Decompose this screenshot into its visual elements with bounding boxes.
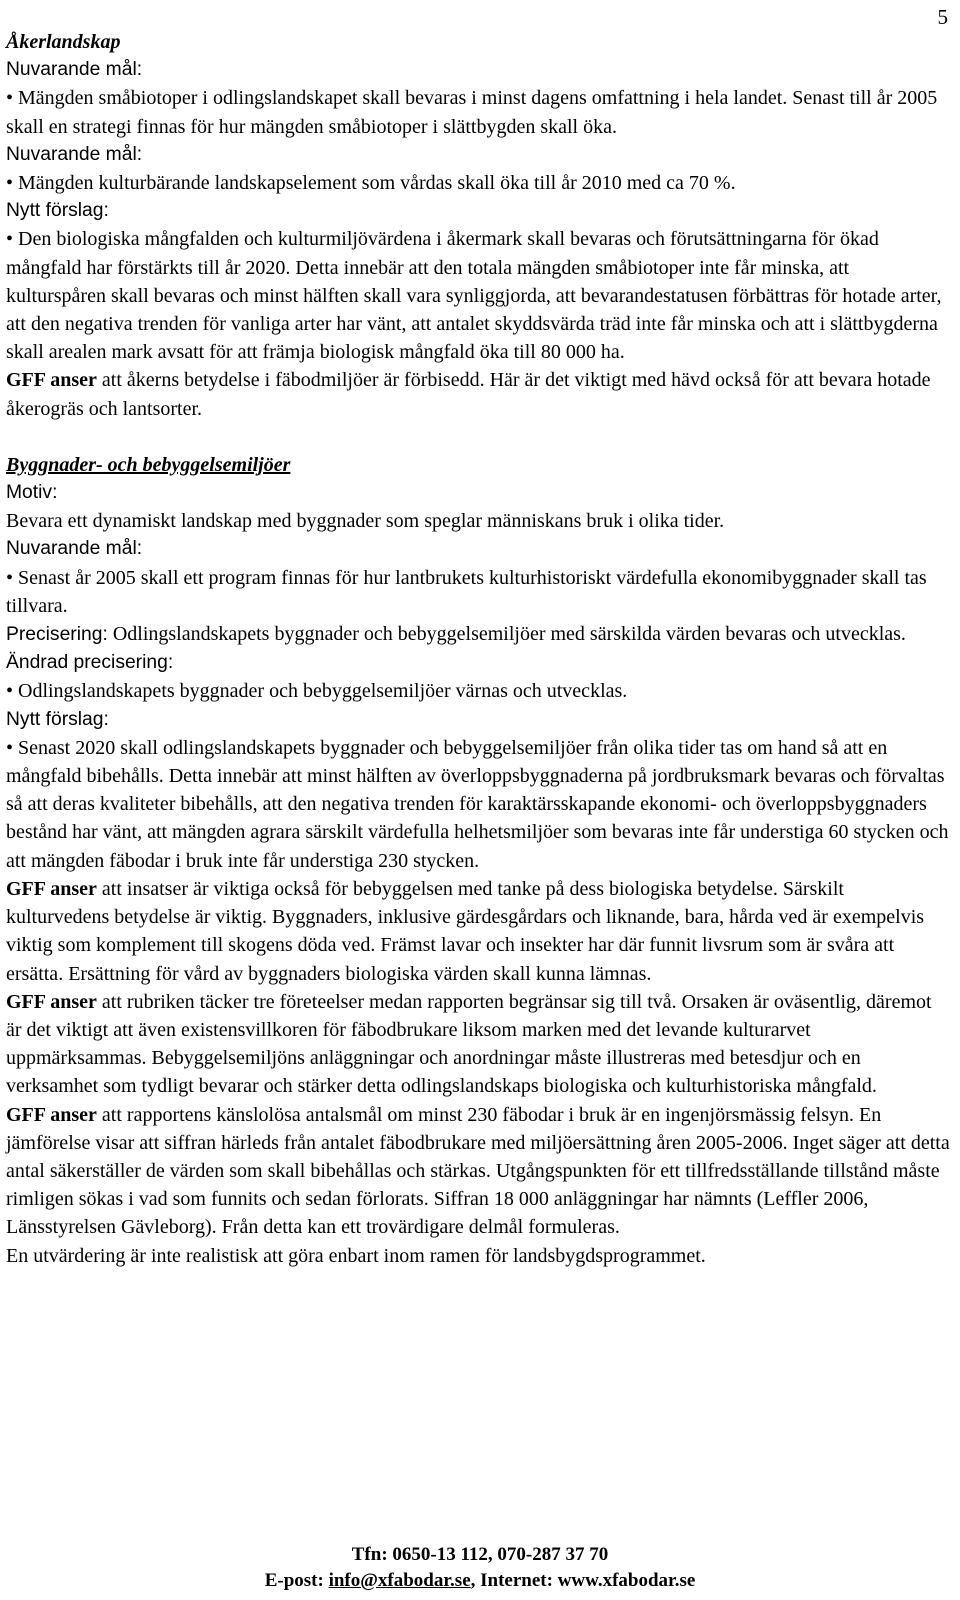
- bullet-proposal: [6, 225, 950, 366]
- final-statement: En utvärdering är inte realistisk att göra enbart inom ramen för landsbygdsprogrammet.: [6, 1244, 706, 1267]
- label-current-goal: Nuvarande mål:: [6, 143, 143, 165]
- precisering: [6, 620, 950, 649]
- bullet-goal-1: • Mängden småbiotoper i odlingslandskapet skall bevaras i minst dagens omfattning i hela landet. Senast till år 2005 skall en strategi finnas för hur mängden småbiotoper i slättbygden skall öka.: [6, 87, 938, 138]
- label-current-goal: Nuvarande mål:: [6, 538, 143, 560]
- proposal-continuation: Detta innebär att minst hälften av överloppsbyggnaderna på jordbruksmark bevaras och förvaltas så att deras kvaliteter bibehålls, att den negativa trenden för karaktärsskapande ekonomi- och överloppsbyggnaders bestånd har vänt, att mängden agrara särskilt värdefulla helhetsmiljöer som bevaras inte får understiga 60 stycken och att mängden fäbodar i bruk inte får understiga 230 stycken.: [6, 765, 949, 872]
- footer-email-link[interactable]: info@xfabodar.se: [328, 1570, 471, 1591]
- footer-web: , Internet: www.xfabodar.se: [470, 1570, 696, 1591]
- gff-text: att rubriken täcker tre företeelser medan rapporten begränsar sig till två. Orsaken är oväsentlig, däremot är det viktigt att även existensvillkoren för fäbodbrukare liksom marken med det levande kulturarvet uppmärksammas. Bebyggelsemiljöns anläggningar och anordningar måste illustreras med betesdjur och en verksamhet som tydligt bevarar och stärker detta odlingslandskaps biologiska och kulturhistoriska mångfald.: [6, 990, 932, 1098]
- proposal-text: • Senast 2020 skall odlingslandskapets byggnader och bebyggelsemiljöer från olika tider tas om hand så att en mångfald bibehålls.: [6, 736, 888, 788]
- gff-opinion: [6, 1101, 950, 1242]
- gff-opinion: [6, 366, 950, 422]
- label-current-goal: Nuvarande mål:: [6, 59, 143, 81]
- gff-opinion: [6, 988, 950, 1101]
- gff-label: GFF anser: [6, 369, 97, 392]
- gff-label: GFF anser: [6, 1103, 97, 1126]
- footer-phone: Tfn: 0650-13 112, 070-287 37 70: [351, 1544, 609, 1565]
- page-number: 5: [937, 5, 948, 29]
- proposal-continuation: Detta innebär att den totala mängden småbiotoper inte får minska, att kulturspåren skall bevaras och minst hälften skall vara synliggjorda, att bevarandestatusen förbättras för hotade arter, att den negativa trenden för vanliga arter har vänt, att antalet skyddsvärda träd inte får minska och att i slättbygderna skall arealen mark avsatt för att främja biologisk mångfald öka till 80 000 ha.: [6, 256, 942, 364]
- label-motiv: Motiv:: [6, 482, 58, 504]
- gff-text: att rapportens känslolösa antalsmål om minst 230 fäbodar i bruk är en ingenjörsmässig felsyn. En jämförelse visar att siffran härleds från antalet fäbodbrukare med miljöersättning åren 2005-2006. Inget säger att detta antal säkerställer de värden som skall bibehållas och stärkas. Utgångspunkten för ett tillfredsställande tillstånd måste rimligen sökas i vad som funnits och sedan förlorats. Siffran 18 000 anläggningar har nämnts (Leffler 2006, Länsstyrelsen Gävleborg). Från detta kan ett trovärdigare delmål formuleras.: [6, 1103, 950, 1239]
- proposal-text: • Den biologiska mångfalden och kulturmiljövärdena i åkermark skall bevaras och förutsättningarna för ökad mångfald har förstärkts till år 2020.: [6, 228, 879, 279]
- bullet-changed-precisering: • Odlingslandskapets byggnader och bebyggelsemiljöer värnas och utvecklas.: [6, 680, 628, 703]
- section-title-byggnader: [6, 451, 950, 479]
- label-changed-precisering: Ändrad precisering:: [6, 652, 174, 674]
- label-new-proposal: Nytt förslag:: [6, 708, 109, 730]
- section-title-akerlandskap: Åkerlandskap: [6, 31, 121, 53]
- bullet-goal-2: • Mängden kulturbärande landskapselement som vårdas skall öka till år 2010 med ca 70 %.: [6, 172, 736, 195]
- section-spacer: [6, 423, 950, 451]
- gff-label: GFF anser: [6, 990, 97, 1013]
- gff-text: att insatser är viktiga också för bebyggelsen med tanke på dess biologiska betydelse. Särskilt kulturvedens betydelse är viktig. Byggnaders, inklusive gärdesgårdars och liknande, bara, hårda ved är exempelvis viktig som komplement till skogens döda ved. Främst lavar och insekter har där funnit livsrum som är svåra att ersätta. Ersättning för vård av byggnaders biologiska värden skall kunna lämnas.: [6, 877, 925, 985]
- footer-email-label: E-post:: [264, 1570, 324, 1591]
- gff-text: att åkerns betydelse i fäbodmiljöer är förbisedd. Här är det viktigt med hävd också för att bevara hotade åkerogräs och lantsorter.: [6, 369, 931, 420]
- document-body: [6, 28, 950, 1270]
- precisering-label: Precisering:: [6, 624, 108, 646]
- gff-opinion: [6, 875, 950, 988]
- bullet-proposal: [6, 734, 950, 875]
- section-title-text: Byggnader- och bebyggelsemiljöer: [6, 453, 291, 476]
- label-new-proposal: Nytt förslag:: [6, 200, 109, 222]
- bullet-goal: • Senast år 2005 skall ett program finnas för hur lantbrukets kulturhistoriskt värdefulla ekonomibyggnader skall tas tillvara.: [6, 566, 927, 617]
- precisering-text: Odlingslandskapets byggnader och bebyggelsemiljöer med särskilda värden bevaras och utvecklas.: [112, 623, 906, 646]
- motiv-text: Bevara ett dynamiskt landskap med byggnader som speglar människans bruk i olika tider.: [6, 510, 725, 533]
- gff-label: GFF anser: [6, 877, 97, 900]
- footer-contact: [0, 1568, 960, 1594]
